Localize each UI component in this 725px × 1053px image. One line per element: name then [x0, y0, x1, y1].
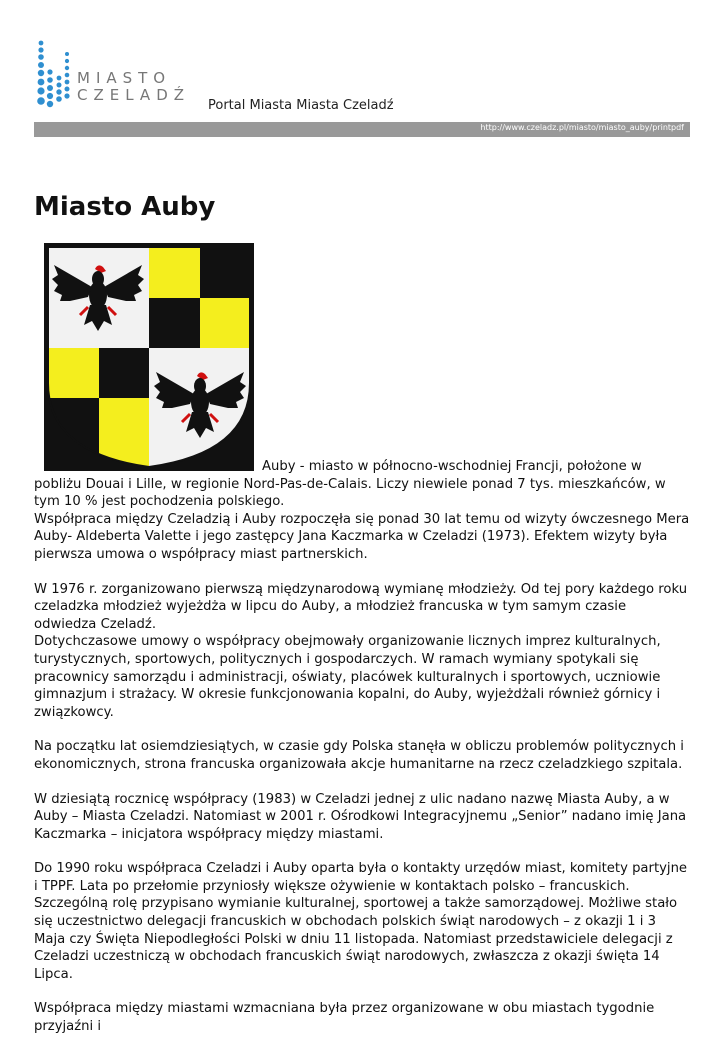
url-bar	[34, 122, 690, 137]
paragraph-6: Współpraca między miastami wzmacniana była przez organizowane w obu miastach tygodnie przyjaźni i	[34, 1001, 655, 1035]
article-body	[34, 243, 690, 1053]
intro-lead: Auby - miasto w północno-wschodniej Francji, położone w pobliżu Douai i Lille, w regionie Nord-Pas-de-Calais. Liczy niewiele ponad 7 tys. mieszkańców, w tym 10 % jest pochodzenia polskiego.	[34, 459, 666, 510]
logo-line-2: CZELADŹ	[77, 86, 191, 104]
paragraph-4: W dziesiątą rocznicę współpracy (1983) w Czeladzi jednej z ulic nadano nazwę Miasta Auby, a w Auby – Miasta Czeladzi. Natomiast w 2001 r. Ośrodkowi Integracyjnemu „Senior” nadano imię Jana Kaczmarka – inicjatora współpracy między miastami.	[34, 791, 687, 842]
paragraph-2	[34, 581, 690, 722]
paragraph-3: Na początku lat osiemdziesiątych, w czasie gdy Polska stanęła w obliczu problemów politycznych i ekonomicznych, strona francuska organizowała akcje humanitarne na rzecz czeladzkiego szpitala.	[34, 739, 684, 772]
logo-line-1: MIASTO	[77, 69, 172, 87]
page-url: http://www.czeladz.pl/miasto/miasto_auby/printpdf	[480, 123, 684, 132]
page-title: Miasto Auby	[34, 192, 216, 222]
portal-title: Portal Miasta Miasta Czeladź	[208, 98, 394, 113]
page-header	[0, 0, 725, 140]
intro-follow: Współpraca między Czeladzią i Auby rozpoczęła się ponad 30 lat temu od wizyty ówczesnego Mera Auby- Aldeberta Valette i jego zastępcy Jana Kaczmarka w Czeladzi (1973). Efektem wizyty była pierwsza umowa o współpracy miast partnerskich.	[34, 511, 690, 562]
logo-wordmark[interactable]	[77, 70, 207, 104]
paragraph-2b: Dotychczasowe umowy o współpracy obejmowały organizowanie licznych imprez kulturalnych, turystycznych, sportowych, politycznych i gospodarczych. W ramach wymiany spotykali się pracownicy samorządu i administracji, oświaty, placówek kulturalnych i sportowych, uczniowie gimnazjum i strażacy. W okresie funkcjonowania kopalni, do Auby, wyjeżdżali również górnicy i związkowcy.	[34, 634, 661, 720]
coat-of-arms-icon	[44, 243, 254, 471]
logo-dots-icon	[36, 38, 72, 110]
paragraph-5: Do 1990 roku współpraca Czeladzi i Auby oparta była o kontakty urzędów miast, komitety partyjne i TPPF. Lata po przełomie przyniosły większe ożywienie w kontaktach polsko – francuskich. Szczególną rolę przypisano wymianie kulturalnej, sportowej a także samorządowej. Możliwe stało się uczestnictwo delegacji francuskich w obchodach polskich świąt narodowych – z okazji 1 i 3 Maja czy Święta Niepodległości Polski w dniu 11 listopada. Natomiast przedstawiciele delegacji z Czeladzi uczestniczą w obchodach francuskich świąt narodowych, zwłaszcza z okazji święta 14 Lipca.	[34, 861, 688, 982]
paragraph-2a: W 1976 r. zorganizowano pierwszą międzynarodową wymianę młodzieży. Od tej pory każdego roku czeladzka młodzież wyjeżdża w lipcu do Auby, a młodzież francuska w tym samym czasie odwiedza Czeladź.	[34, 581, 688, 632]
intro-paragraph	[34, 458, 690, 564]
